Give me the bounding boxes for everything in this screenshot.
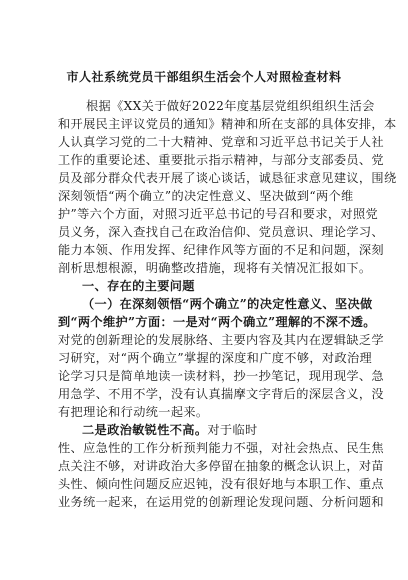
intro-line: 员义务，深入查找自己在政治信仰、党员意识、理论学习、 bbox=[58, 225, 384, 239]
point2-first-line bbox=[58, 422, 258, 438]
intro-line: 能力本领、作用发挥、纪律作风等方面的不足和问题，深刻 bbox=[58, 243, 384, 257]
body-line: 对党的创新理论的发展脉络、主要内容及其内在逻辑缺乏学 bbox=[58, 333, 384, 347]
intro-line: 和开展民主评议党员的通知》精神和所在支部的具体安排，本 bbox=[58, 117, 397, 131]
intro-line: 员及部分群众代表开展了谈心谈话，诚恳征求意见建议，围绕 bbox=[58, 171, 397, 185]
body-line: 习研究，对“两个确立”掌握的深度和广度不够，对政治理 bbox=[58, 351, 373, 365]
point2-heading: 二是政治敏锐性不高。 bbox=[82, 423, 208, 437]
body-line: 用急学、不用不学，没有认真揣摩文字背后的深层含义，没 bbox=[58, 387, 384, 401]
point2-line: 性、应急性的工作分析预判能力不强，对社会热点、民生焦 bbox=[58, 441, 384, 455]
intro-line: 人认真学习党的二十大精神、党章和习近平总书记关于人社 bbox=[58, 135, 384, 149]
subheading-line: （一）在深刻领悟“两个确立”的决定性意义、坚决做 bbox=[82, 297, 373, 311]
body-line: 论学习只是简单地读一读材料，抄一抄笔记，现用现学、急 bbox=[58, 369, 384, 383]
intro-line: 工作的重要论述、重要批示指示精神，与部分支部委员、党 bbox=[58, 153, 384, 167]
point2-line: 头性、倾向性问题反应迟钝，没有很好地与本职工作、重点 bbox=[58, 477, 384, 491]
subheading-line: 到“两个维护”方面：一是对“两个确立”理解的不深不透。 bbox=[58, 315, 376, 329]
document-title: 市人社系统党员干部组织生活会个人对照检查材料 bbox=[66, 70, 342, 84]
body-line: 有把理论和行动统一起来。 bbox=[58, 405, 209, 419]
intro-line: 剖析思想根源，明确整改措施，现将有关情况汇报如下。 bbox=[58, 261, 372, 275]
point2-text: 对于临时 bbox=[207, 423, 258, 437]
intro-line: 深刻领悟“两个确立”的决定性意义、坚决做到“两个维 bbox=[58, 189, 354, 203]
point2-line: 点关注不够，对讲政治大多停留在抽象的概念认识上，对苗 bbox=[58, 459, 384, 473]
section-heading: 一、存在的主要问题 bbox=[82, 279, 195, 293]
intro-line: 护”等六个方面，对照习近平总书记的号召和要求，对照党 bbox=[58, 207, 379, 221]
point2-line: 业务统一起来，在运用党的创新理论发现问题、分析问题和 bbox=[58, 495, 384, 509]
intro-line: 根据《XX关于做好2022年度基层党组织组织生活会 bbox=[86, 99, 375, 113]
